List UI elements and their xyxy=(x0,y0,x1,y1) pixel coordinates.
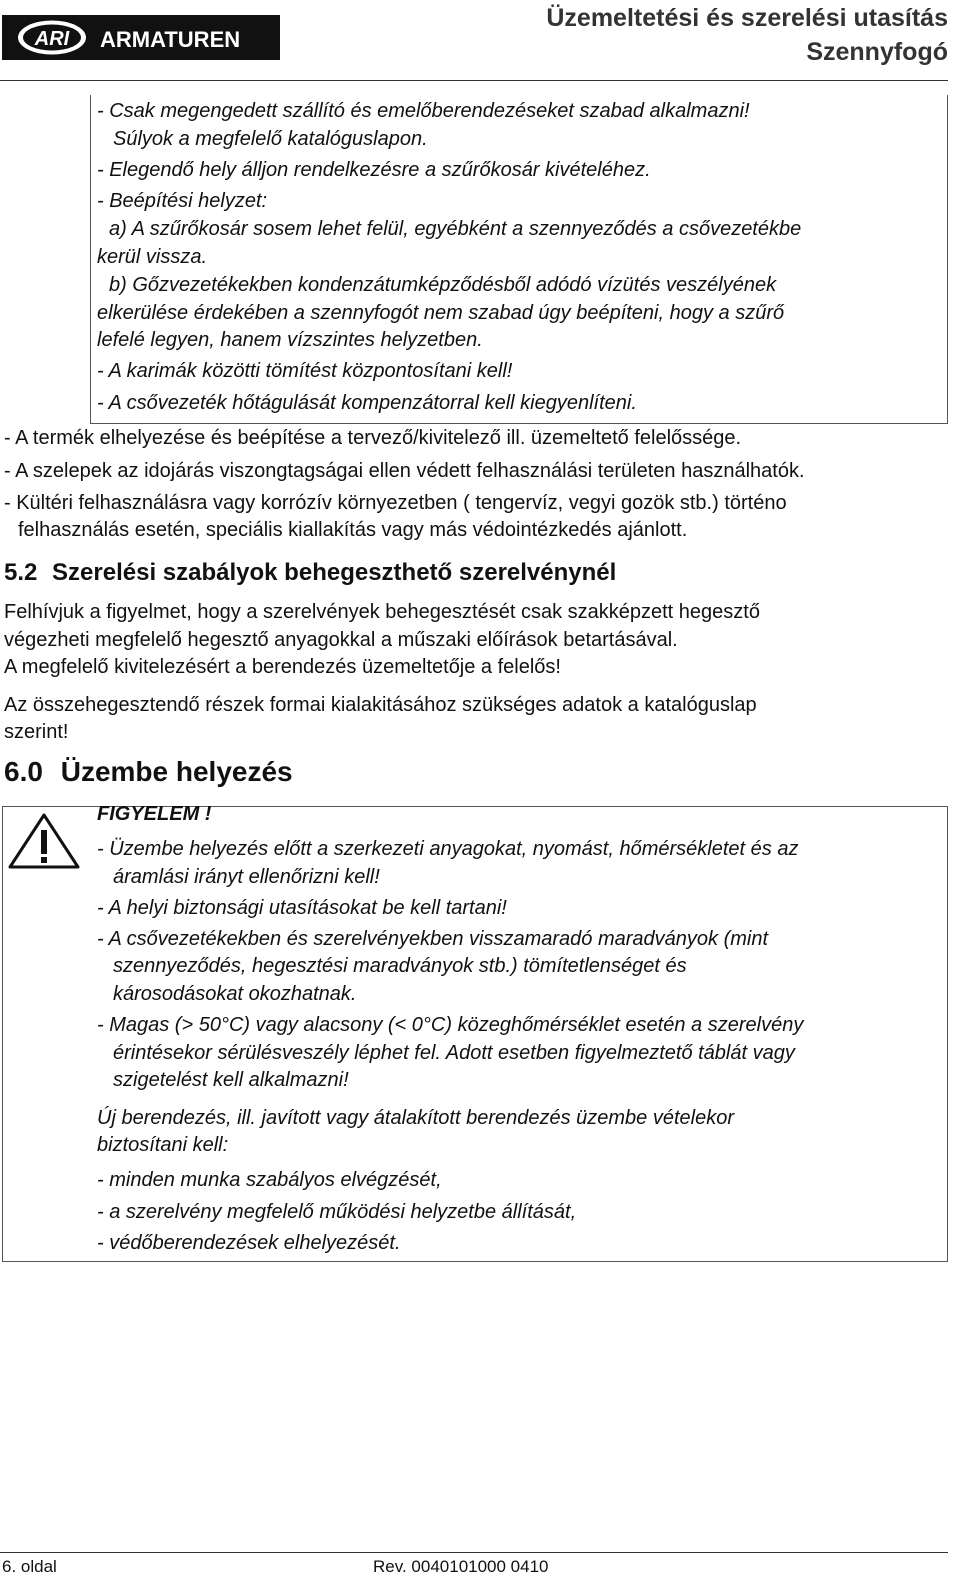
note-line: a) A szűrőkosár sosem lehet felül, egyébként a szennyeződés a csővezetékbe xyxy=(109,218,802,240)
logo-graphic xyxy=(2,15,280,60)
logo-word-text: ARMATUREN xyxy=(100,27,241,52)
warning-triangle-icon xyxy=(8,812,80,870)
note-line: Súlyok a megfelelő katalóguslapon. xyxy=(113,128,428,150)
warning-line: - Magas (> 50°C) vagy alacsony (< 0°C) közeghőmérséklet esetén a szerelvény xyxy=(97,1014,804,1036)
paragraph-line: A megfelelő kivitelezésért a berendezés üzemeltetője a felelős! xyxy=(4,656,561,678)
warning-line: érintésekor sérülésveszély léphet fel. Adott esetben figyelmeztető táblát vagy xyxy=(113,1042,795,1064)
note-line: kerül vissza. xyxy=(97,246,208,268)
product-title: Szennyfogó xyxy=(806,38,948,66)
note-line: lefelé legyen, hanem vízszintes helyzetben. xyxy=(97,329,483,351)
page-number: 6. oldal xyxy=(2,1557,57,1576)
warning-line: - Üzembe helyezés előtt a szerkezeti anyagokat, nyomást, hőmérsékletet és az xyxy=(97,838,799,860)
note-line: - Elegendő hely álljon rendelkezésre a szűrőkosár kivételéhez. xyxy=(97,159,651,181)
warning-line: szennyeződés, hegesztési maradványok stb.) tömítetlenséget és xyxy=(113,955,687,977)
general-note: - A termék elhelyezése és beépítése a tervező/kivitelező ill. üzemeltető felelőssége. xyxy=(4,427,742,449)
warning-line: áramlási irányt ellenőrizni kell! xyxy=(113,866,380,888)
warning-title: FIGYELEM ! xyxy=(97,803,212,825)
warning-line: - A csővezetékekben és szerelvényekben visszamaradó maradványok (mint xyxy=(97,928,769,950)
header-rule xyxy=(0,80,948,81)
paragraph-line: szerint! xyxy=(4,721,69,743)
commissioning-item: - a szerelvény megfelelő működési helyzetbe állítását, xyxy=(97,1201,577,1223)
paragraph-line: végezheti megfelelő hegesztő anyagokkal a műszaki előírások betartásával. xyxy=(4,629,678,651)
warning-line: károsodásokat okozhatnak. xyxy=(113,983,357,1005)
section-title: Üzembe helyezés xyxy=(60,756,293,787)
warning-line: szigetelést kell alkalmazni! xyxy=(113,1069,349,1091)
commissioning-item: - védőberendezések elhelyezését. xyxy=(97,1232,401,1254)
footer-rule xyxy=(0,1552,948,1553)
ari-armaturen-logo xyxy=(2,15,280,60)
logo-mark-text: ARI xyxy=(34,28,70,50)
paragraph-line: Felhívjuk a figyelmet, hogy a szerelvények behegesztését csak szakképzett hegesztő xyxy=(4,601,760,623)
warning-line: - A helyi biztonsági utasításokat be kell tartani! xyxy=(97,897,507,919)
section-number: 5.2 xyxy=(4,559,38,586)
note-line: - A karimák közötti tömítést központosítani kell! xyxy=(97,360,513,382)
revision-number: Rev. 0040101000 0410 xyxy=(373,1557,549,1576)
note-line: b) Gőzvezetékekben kondenzátumképződésből adódó vízütés veszélyének xyxy=(109,274,777,296)
section-5-2-heading xyxy=(4,559,616,587)
document-title: Üzemeltetési és szerelési utasítás xyxy=(546,4,948,32)
commissioning-note: Új berendezés, ill. javított vagy átalakított berendezés üzembe vételekor xyxy=(97,1107,735,1129)
section-6-0-heading xyxy=(4,756,293,788)
note-line: - Beépítési helyzet: xyxy=(97,190,268,212)
general-note: - Kültéri felhasználásra vagy korrózív környezetben ( tengervíz, vegyi gozök stb.) történo xyxy=(4,492,787,514)
general-note: felhasználás esetén, speciális kiallakítás vagy más védointézkedés ajánlott. xyxy=(18,519,688,541)
section-title: Szerelési szabályok behegeszthető szerelvénynél xyxy=(52,559,617,586)
paragraph-line: Az összehegesztendő részek formai kialakitásához szükséges adatok a katalóguslap xyxy=(4,694,757,716)
note-line: - A csővezeték hőtágulását kompenzátorral kell kiegyenlíteni. xyxy=(97,392,637,414)
note-line: - Csak megengedett szállító és emelőberendezéseket szabad alkalmazni! xyxy=(97,100,750,122)
general-note: - A szelepek az idojárás viszongtagságai ellen védett felhasználási területen használhatók. xyxy=(4,460,805,482)
commissioning-item: - minden munka szabályos elvégzését, xyxy=(97,1169,442,1191)
commissioning-note: biztosítani kell: xyxy=(97,1134,229,1156)
note-line: elkerülése érdekében a szennyfogót nem szabad úgy beépíteni, hogy a szűrő xyxy=(97,302,785,324)
section-number: 6.0 xyxy=(4,756,43,787)
